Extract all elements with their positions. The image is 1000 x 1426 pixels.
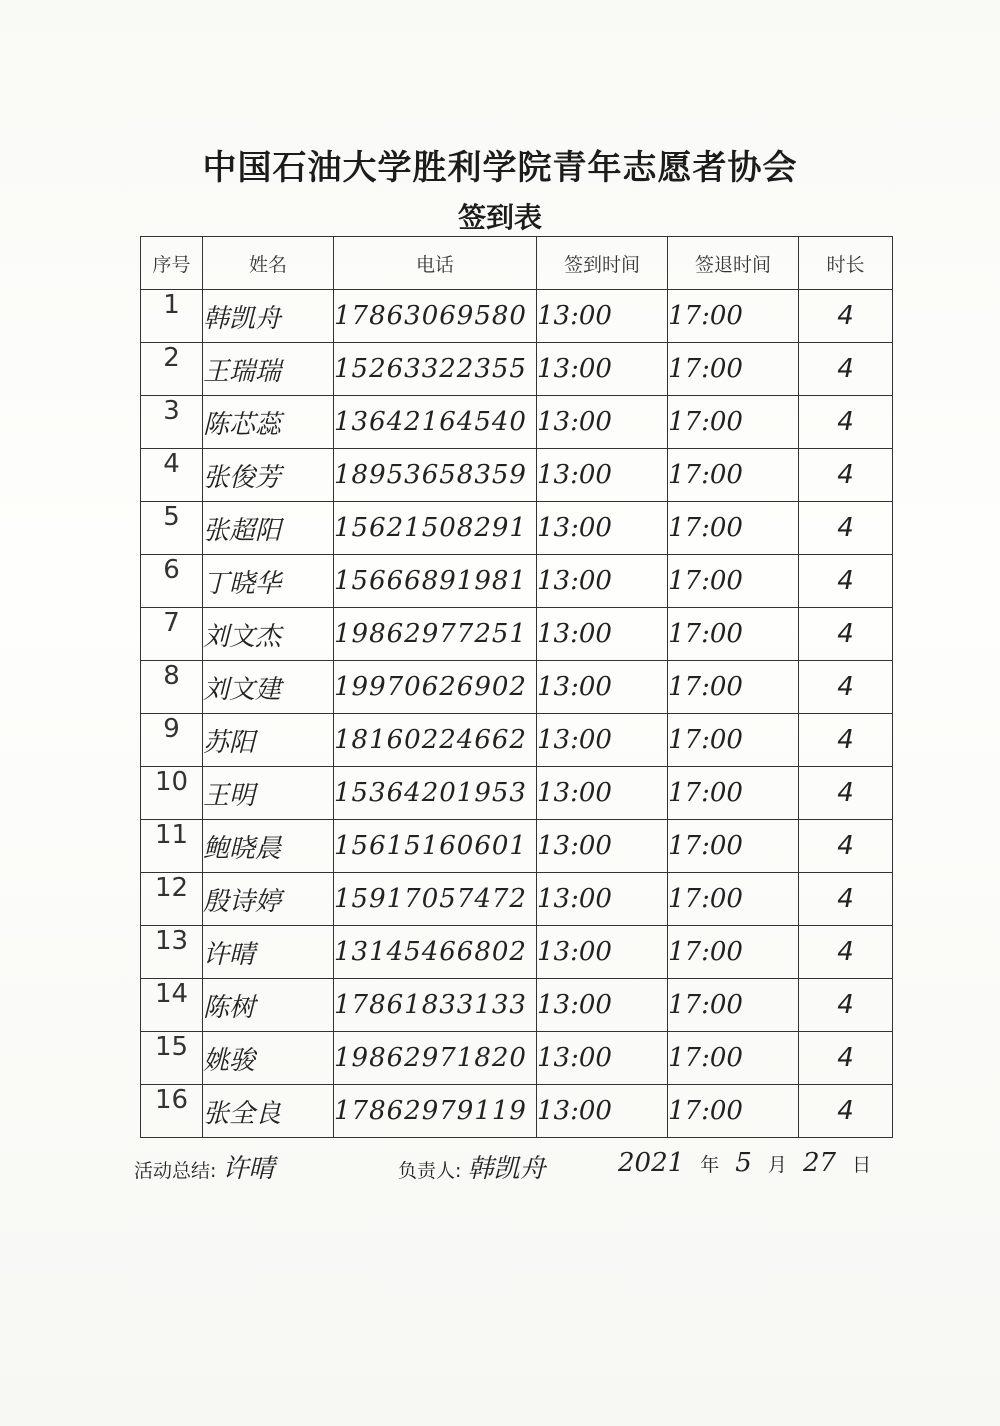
row-phone: 18160224662 bbox=[334, 714, 537, 767]
row-duration: 4 bbox=[799, 873, 893, 926]
row-phone: 15621508291 bbox=[334, 502, 537, 555]
row-sign-out-time: 17:00 bbox=[668, 343, 799, 396]
row-duration: 4 bbox=[799, 396, 893, 449]
row-duration: 4 bbox=[799, 820, 893, 873]
page-title: 中国石油大学胜利学院青年志愿者协会 bbox=[202, 148, 798, 188]
row-sign-in-time: 13:00 bbox=[537, 449, 668, 502]
row-sign-in-time: 13:00 bbox=[537, 555, 668, 608]
row-duration: 4 bbox=[799, 1032, 893, 1085]
row-duration: 4 bbox=[799, 661, 893, 714]
table-row bbox=[141, 661, 893, 714]
row-phone: 13642164540 bbox=[334, 396, 537, 449]
row-duration: 4 bbox=[799, 449, 893, 502]
row-index: 5 bbox=[141, 502, 203, 555]
row-duration: 4 bbox=[799, 502, 893, 555]
row-index: 14 bbox=[141, 979, 203, 1032]
row-name: 王明 bbox=[203, 767, 334, 820]
row-sign-in-time: 13:00 bbox=[537, 1032, 668, 1085]
row-index: 11 bbox=[141, 820, 203, 873]
sign-in-table bbox=[140, 236, 893, 1138]
row-duration: 4 bbox=[799, 1085, 893, 1138]
sheet-date bbox=[618, 1148, 881, 1178]
row-duration: 4 bbox=[799, 555, 893, 608]
row-index: 1 bbox=[141, 290, 203, 343]
table-row bbox=[141, 396, 893, 449]
row-index: 9 bbox=[141, 714, 203, 767]
table-row bbox=[141, 767, 893, 820]
row-sign-in-time: 13:00 bbox=[537, 290, 668, 343]
header-sign-in-time: 签到时间 bbox=[537, 237, 668, 290]
lead-value: 韩凯舟 bbox=[467, 1154, 546, 1184]
header-sign-out-time: 签退时间 bbox=[668, 237, 799, 290]
date-year: 2021 bbox=[618, 1148, 685, 1178]
row-name: 许晴 bbox=[203, 926, 334, 979]
row-name: 鲍晓晨 bbox=[203, 820, 334, 873]
table-row bbox=[141, 555, 893, 608]
row-sign-out-time: 17:00 bbox=[668, 449, 799, 502]
date-day: 27 bbox=[802, 1148, 837, 1178]
row-duration: 4 bbox=[799, 926, 893, 979]
table-row bbox=[141, 343, 893, 396]
row-name: 殷诗婷 bbox=[203, 873, 334, 926]
row-duration: 4 bbox=[799, 343, 893, 396]
row-phone: 15615160601 bbox=[334, 820, 537, 873]
row-name: 陈树 bbox=[203, 979, 334, 1032]
row-phone: 19862977251 bbox=[334, 608, 537, 661]
row-phone: 17863069580 bbox=[334, 290, 537, 343]
row-duration: 4 bbox=[799, 979, 893, 1032]
row-index: 10 bbox=[141, 767, 203, 820]
row-sign-out-time: 17:00 bbox=[668, 714, 799, 767]
row-name: 张俊芳 bbox=[203, 449, 334, 502]
row-index: 6 bbox=[141, 555, 203, 608]
row-sign-in-time: 13:00 bbox=[537, 396, 668, 449]
row-phone: 17862979119 bbox=[334, 1085, 537, 1138]
row-sign-in-time: 13:00 bbox=[537, 873, 668, 926]
row-index: 16 bbox=[141, 1085, 203, 1138]
row-sign-out-time: 17:00 bbox=[668, 820, 799, 873]
row-index: 8 bbox=[141, 661, 203, 714]
lead-label: 负责人: bbox=[398, 1160, 462, 1182]
table-row bbox=[141, 873, 893, 926]
month-label: 月 bbox=[767, 1154, 787, 1176]
table-row bbox=[141, 820, 893, 873]
header-index: 序号 bbox=[141, 237, 203, 290]
row-sign-out-time: 17:00 bbox=[668, 555, 799, 608]
row-index: 4 bbox=[141, 449, 203, 502]
row-name: 刘文建 bbox=[203, 661, 334, 714]
row-sign-in-time: 13:00 bbox=[537, 343, 668, 396]
row-phone: 19970626902 bbox=[334, 661, 537, 714]
page-subtitle: 签到表 bbox=[457, 201, 542, 234]
summary-label: 活动总结: bbox=[134, 1160, 217, 1182]
row-phone: 15364201953 bbox=[334, 767, 537, 820]
row-index: 12 bbox=[141, 873, 203, 926]
table-row bbox=[141, 502, 893, 555]
header-name: 姓名 bbox=[203, 237, 334, 290]
row-sign-out-time: 17:00 bbox=[668, 396, 799, 449]
row-sign-in-time: 13:00 bbox=[537, 926, 668, 979]
row-sign-in-time: 13:00 bbox=[537, 820, 668, 873]
row-sign-out-time: 17:00 bbox=[668, 290, 799, 343]
row-sign-out-time: 17:00 bbox=[668, 1085, 799, 1138]
day-label: 日 bbox=[852, 1154, 872, 1176]
row-index: 7 bbox=[141, 608, 203, 661]
row-sign-out-time: 17:00 bbox=[668, 767, 799, 820]
activity-summary bbox=[134, 1148, 274, 1185]
table-row bbox=[141, 608, 893, 661]
row-sign-out-time: 17:00 bbox=[668, 979, 799, 1032]
date-month: 5 bbox=[735, 1148, 752, 1178]
year-label: 年 bbox=[700, 1154, 720, 1176]
table-row bbox=[141, 714, 893, 767]
row-name: 姚骏 bbox=[203, 1032, 334, 1085]
row-name: 丁晓华 bbox=[203, 555, 334, 608]
row-phone: 15666891981 bbox=[334, 555, 537, 608]
table-row bbox=[141, 979, 893, 1032]
row-name: 刘文杰 bbox=[203, 608, 334, 661]
table-row bbox=[141, 1032, 893, 1085]
row-phone: 15263322355 bbox=[334, 343, 537, 396]
row-duration: 4 bbox=[799, 290, 893, 343]
table-row bbox=[141, 1085, 893, 1138]
row-sign-out-time: 17:00 bbox=[668, 926, 799, 979]
row-duration: 4 bbox=[799, 767, 893, 820]
table-row bbox=[141, 926, 893, 979]
table-header-row bbox=[141, 237, 893, 290]
row-name: 韩凯舟 bbox=[203, 290, 334, 343]
row-phone: 17861833133 bbox=[334, 979, 537, 1032]
summary-value: 许晴 bbox=[222, 1154, 275, 1184]
row-phone: 19862971820 bbox=[334, 1032, 537, 1085]
row-phone: 18953658359 bbox=[334, 449, 537, 502]
row-sign-out-time: 17:00 bbox=[668, 661, 799, 714]
table-row bbox=[141, 449, 893, 502]
row-sign-in-time: 13:00 bbox=[537, 608, 668, 661]
row-sign-in-time: 13:00 bbox=[537, 767, 668, 820]
row-name: 张全良 bbox=[203, 1085, 334, 1138]
row-sign-in-time: 13:00 bbox=[537, 1085, 668, 1138]
row-sign-in-time: 13:00 bbox=[537, 979, 668, 1032]
table-row bbox=[141, 290, 893, 343]
row-name: 苏阳 bbox=[203, 714, 334, 767]
row-duration: 4 bbox=[799, 608, 893, 661]
row-sign-in-time: 13:00 bbox=[537, 502, 668, 555]
row-index: 3 bbox=[141, 396, 203, 449]
person-in-charge bbox=[398, 1148, 545, 1185]
row-phone: 13145466802 bbox=[334, 926, 537, 979]
row-sign-in-time: 13:00 bbox=[537, 714, 668, 767]
row-index: 15 bbox=[141, 1032, 203, 1085]
row-index: 2 bbox=[141, 343, 203, 396]
row-sign-in-time: 13:00 bbox=[537, 661, 668, 714]
row-phone: 15917057472 bbox=[334, 873, 537, 926]
row-name: 王瑞瑞 bbox=[203, 343, 334, 396]
row-duration: 4 bbox=[799, 714, 893, 767]
row-sign-out-time: 17:00 bbox=[668, 502, 799, 555]
row-name: 陈芯蕊 bbox=[203, 396, 334, 449]
row-sign-out-time: 17:00 bbox=[668, 1032, 799, 1085]
row-sign-out-time: 17:00 bbox=[668, 608, 799, 661]
row-sign-out-time: 17:00 bbox=[668, 873, 799, 926]
header-phone: 电话 bbox=[334, 237, 537, 290]
header-duration: 时长 bbox=[799, 237, 893, 290]
row-name: 张超阳 bbox=[203, 502, 334, 555]
row-index: 13 bbox=[141, 926, 203, 979]
